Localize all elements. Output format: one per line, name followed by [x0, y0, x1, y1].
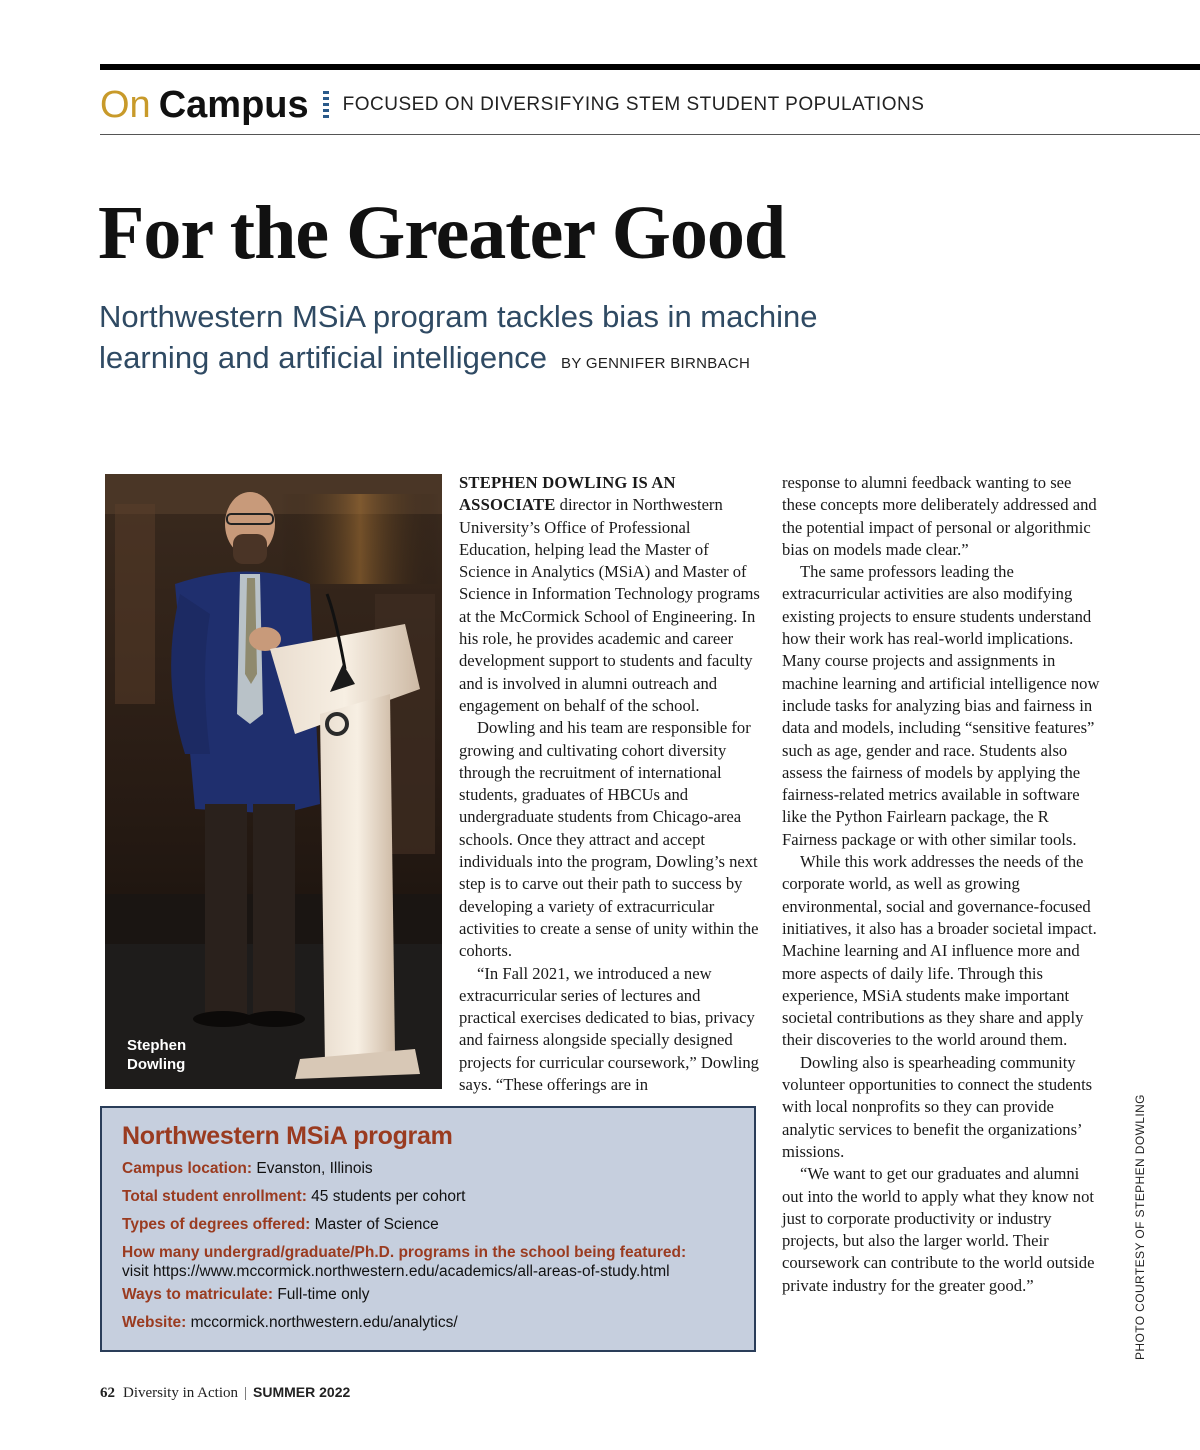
- fact-label: Website:: [122, 1314, 187, 1331]
- paragraph-5: The same professors leading the extracurricular activities are also modifying existing projects to ensure students understand how their work has real-world implications. Many course projects and assignments in machine learning and artificial intelligence now include tasks for analyzing bias and fairness in data and models, including “sensitive features” such as age, gender and race. Students also assess the fairness of models by applying the fairness-related metrics available in software like the Python Fairlearn package, the R Fairness package or with other similar tools.: [782, 562, 1100, 849]
- fact-website: [122, 1313, 734, 1332]
- facts-title: Northwestern MSiA program: [122, 1122, 453, 1150]
- paragraph-2: Dowling and his team are responsible for growing and cultivating cohort diversity through the recruitment of international students, graduates of HBCUs and undergraduate students from Chicago-area schools. Once they attract and accept individuals into the program, Dowling’s next step is to carve out their path to success by developing a variety of extracurricular activities to create a sense of unity within the cohorts.: [459, 718, 759, 961]
- website-link[interactable]: mccormick.northwestern.edu/analytics/: [190, 1314, 458, 1331]
- caption-line-2: Dowling: [127, 1056, 186, 1073]
- paragraph-8: “We want to get our graduates and alumni out into the world to apply what they know not just to corporate productivity or industry projects, but also the larger world. Their coursework can contribute to the world outside private industry for the greater good.”: [782, 1164, 1095, 1295]
- paragraph-6: While this work addresses the needs of the corporate world, as well as growing environmental, social and governance-focused initiatives, it also has a broader societal impact. Machine learning and AI influence more and more aspects of daily life. Through this experience, MSiA students make important societal contributions as they share and apply their discoveries to the world around them.: [782, 852, 1097, 1050]
- fact-value[interactable]: visit https://www.mccormick.northwestern.edu/academics/all-areas-of-study.html: [122, 1263, 670, 1280]
- page-footer: [100, 1384, 350, 1402]
- fact-label: Total student enrollment:: [122, 1188, 307, 1205]
- magazine-name: Diversity in Action: [123, 1385, 238, 1401]
- photo-caption: [127, 1036, 186, 1074]
- fact-campus-location: [122, 1159, 734, 1178]
- top-rule: [100, 64, 1200, 70]
- photo-stephen-dowling: [105, 474, 442, 1089]
- dotted-divider: [323, 91, 329, 119]
- section-topic: FOCUSED ON DIVERSIFYING STEM STUDENT POPULATIONS: [342, 94, 925, 115]
- section-on: On: [100, 83, 151, 126]
- fact-value: Evanston, Illinois: [256, 1160, 373, 1177]
- paragraph-7: Dowling also is spearheading community volunteer opportunities to connect the students with local nonprofits so they can provide analytic services to benefit the organizations’ missions.: [782, 1052, 1093, 1161]
- fact-label: Types of degrees offered:: [122, 1216, 311, 1233]
- article-title: For the Greater Good: [98, 191, 786, 275]
- fact-label: Campus location:: [122, 1160, 253, 1177]
- fact-value: 45 students per cohort: [311, 1188, 466, 1205]
- program-facts-box: [100, 1106, 756, 1352]
- section-header: [100, 82, 924, 128]
- issue-label: SUMMER 2022: [253, 1384, 351, 1400]
- fact-degrees: [122, 1215, 734, 1234]
- page-number: 62: [100, 1385, 115, 1401]
- paragraph-3: “In Fall 2021, we introduced a new extracurricular series of lectures and practical exercises dedicated to bias, privacy and fairness alongside specially designed projects for curricular coursework,” Dowling says. “These offerings are in: [459, 963, 759, 1095]
- caption-line-1: Stephen: [127, 1037, 187, 1054]
- article-column-1: [459, 472, 761, 1096]
- byline: BY GENNIFER BIRNBACH: [561, 355, 751, 372]
- fact-enrollment: [122, 1187, 734, 1206]
- paragraph-1-text: director in Northwestern University’s Office of Professional Education, helping lead the Master of Science in Analytics (MSiA) and Master of Science in Information Technology programs at the McCormick School of Engineering. In his role, he provides academic and career development support to students and faculty and is involved in alumni outreach and engagement on behalf of the school.: [459, 495, 760, 715]
- photo-illustration: [105, 474, 442, 1089]
- lead-in: STEPHEN DOWLING IS AN ASSOCIATE: [459, 473, 676, 515]
- fact-programs: [122, 1243, 734, 1281]
- article-column-2: [782, 472, 1104, 1297]
- section-campus: Campus: [158, 83, 309, 126]
- article-subtitle: [99, 296, 859, 384]
- fact-label: How many undergrad/graduate/Ph.D. programs in the school being featured:: [122, 1244, 687, 1261]
- fact-value: Full-time only: [277, 1286, 370, 1303]
- subtitle-text: Northwestern MSiA program tackles bias in machine learning and artificial intelligence: [99, 299, 818, 375]
- fact-value: Master of Science: [314, 1216, 439, 1233]
- fact-matriculate: [122, 1285, 734, 1304]
- photo-credit: PHOTO COURTESY OF STEPHEN DOWLING: [1133, 1094, 1147, 1360]
- fact-label: Ways to matriculate:: [122, 1286, 274, 1303]
- paragraph-1: [459, 472, 761, 717]
- footer-separator: |: [244, 1385, 248, 1401]
- paragraph-4: response to alumni feedback wanting to see these concepts more deliberately addressed and the potential impact of personal or algorithmic bias on models made clear.”: [782, 473, 1097, 559]
- header-rule: [100, 134, 1200, 135]
